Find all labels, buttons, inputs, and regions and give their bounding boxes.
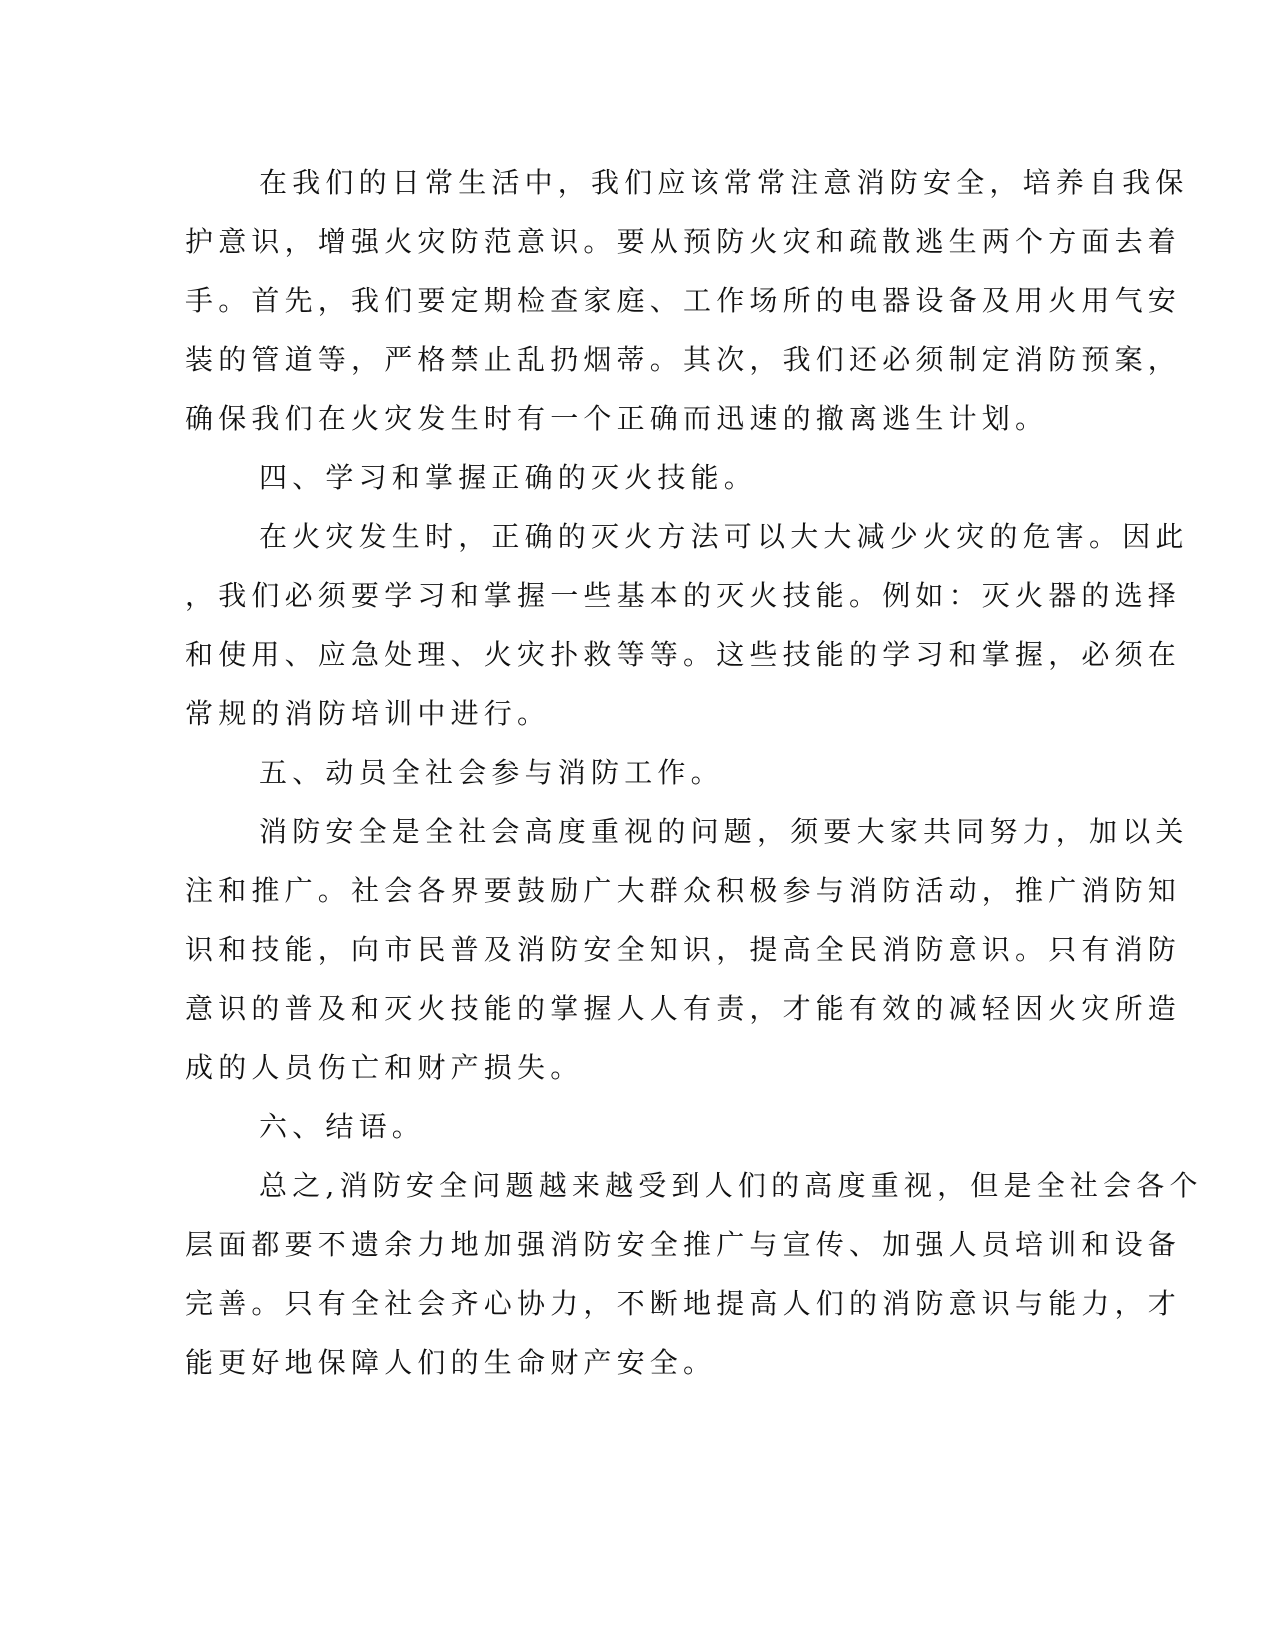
text-line: 层面都要不遗余力地加强消防安全推广与宣传、加强人员培训和设备 <box>185 1228 1182 1261</box>
section-heading: 六、结语。 <box>259 1110 426 1143</box>
text-line: 成的人员伤亡和财产损失。 <box>185 1051 584 1084</box>
text-line: 能更好地保障人们的生命财产安全。 <box>185 1346 717 1379</box>
text-line: 手。首先，我们要定期检查家庭、工作场所的电器设备及用火用气安 <box>185 284 1182 317</box>
text-line: 护意识，增强火灾防范意识。要从预防火灾和疏散逃生两个方面去着 <box>185 225 1182 258</box>
text-line: 总之,消防安全问题越来越受到人们的高度重视，但是全社会各个 <box>259 1169 1203 1202</box>
text-line: 和使用、应急处理、火灾扑救等等。这些技能的学习和掌握，必须在 <box>185 638 1182 671</box>
text-line: 在火灾发生时，正确的灭火方法可以大大减少火灾的危害。因此 <box>259 520 1189 553</box>
text-line: 完善。只有全社会齐心协力，不断地提高人们的消防意识与能力，才 <box>185 1287 1182 1320</box>
section-heading: 五、动员全社会参与消防工作。 <box>259 756 724 789</box>
text-line: 意识的普及和灭火技能的掌握人人有责，才能有效的减轻因火灾所造 <box>185 992 1182 1025</box>
section-heading: 四、学习和掌握正确的灭火技能。 <box>259 461 758 494</box>
text-line: 确保我们在火灾发生时有一个正确而迅速的撤离逃生计划。 <box>185 402 1049 435</box>
text-line: ，我们必须要学习和掌握一些基本的灭火技能。例如：灭火器的选择 <box>185 579 1182 612</box>
text-line: 常规的消防培训中进行。 <box>185 697 551 730</box>
text-line: 消防安全是全社会高度重视的问题，须要大家共同努力，加以关 <box>259 815 1189 848</box>
text-line: 装的管道等，严格禁止乱扔烟蒂。其次，我们还必须制定消防预案， <box>185 343 1182 376</box>
text-line: 识和技能，向市民普及消防安全知识，提高全民消防意识。只有消防 <box>185 933 1182 966</box>
text-line: 注和推广。社会各界要鼓励广大群众积极参与消防活动，推广消防知 <box>185 874 1182 907</box>
text-line: 在我们的日常生活中，我们应该常常注意消防安全，培养自我保 <box>259 166 1189 199</box>
